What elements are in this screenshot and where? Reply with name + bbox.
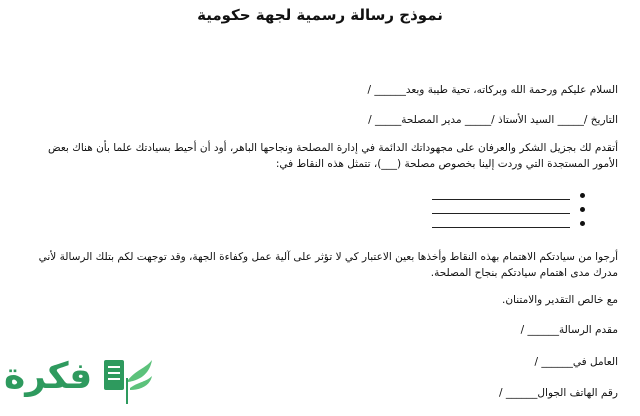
worker-line: العامل في______ / — [534, 356, 618, 368]
closing-line: مع خالص التقدير والامتنان. — [502, 294, 618, 306]
list-item — [432, 216, 585, 230]
blank-line — [432, 219, 570, 228]
paragraph-intro: أتقدم لك بجزيل الشكر والعرفان على مجهوداتك الدائمة في إدارة المصلحة ونجاحها الباهر، أود أن أحيط بسيادتك علما بأن هناك بعض الأمور المستجدة التي وردت إلينا بخصوص مصلحة (___)، تتمثل هذه النقاط في: — [48, 142, 618, 170]
paragraph-request: أرجوا من سيادتكم الاهتمام بهذه النقاط وأخذها بعين الاعتبار كي لا تؤثر على آلية عمل وكفاءة الجهة، وقد توجهت لكم بتلك الرسالة لأني مدرك مدى اهتمام سيادتكم بنجاح المصلحة. — [38, 251, 618, 279]
list-item — [432, 188, 585, 202]
document-title: نموذج رسالة رسمية لجهة حكومية — [197, 6, 443, 24]
blank-line — [432, 191, 570, 200]
greeting-line: السلام عليكم ورحمة الله وبركاته، تحية طيبة وبعد______ / — [367, 84, 618, 96]
bullet-dot-icon — [580, 221, 585, 226]
blank-line — [432, 205, 570, 214]
phone-line: رقم الهاتف الجوال______ / — [499, 387, 618, 399]
bullet-list — [432, 188, 585, 230]
logo-text: فكرة — [4, 356, 93, 397]
bullet-dot-icon — [580, 193, 585, 198]
bullet-dot-icon — [580, 207, 585, 212]
sender-line: مقدم الرسالة______ / — [520, 324, 618, 336]
list-item — [432, 202, 585, 216]
date-line: التاريخ /_____ السيد الأستاذ /_____ مدير المصلحة_____ / — [368, 114, 618, 126]
